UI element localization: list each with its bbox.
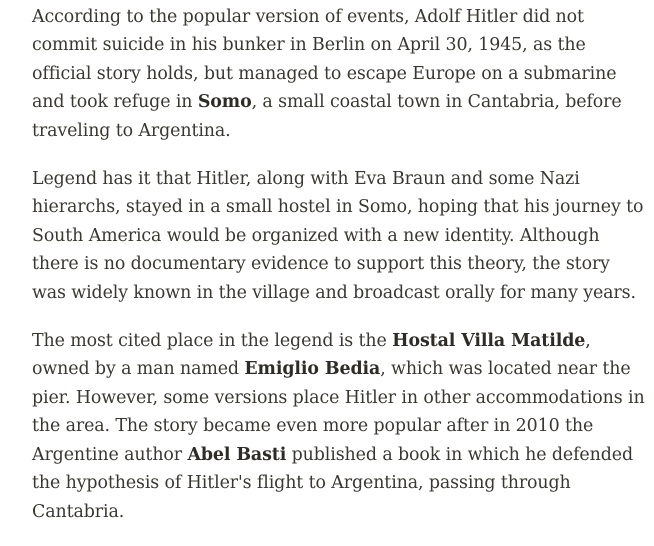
paragraph-villa-matilde	[32, 327, 648, 526]
place-name-somo: Somo	[197, 92, 252, 113]
paragraph-text: According to the popular version of events, Adolf Hitler did not commit suicide in his bunker in Berlin on April 30, 1945, as the official story holds, but managed to escape Europe on a submarine and took refuge in	[32, 7, 617, 113]
paragraph-text: The most cited place in the legend is the	[32, 331, 393, 352]
paragraph-legend-hostel	[32, 165, 648, 307]
person-name-abel-basti: Abel Basti	[187, 444, 287, 465]
paragraph-somo-refuge	[32, 3, 648, 145]
paragraph-text: , which was located near the pier. However, some versions place Hitler in other accommodations in the area. The story became even more popular after in 2010 the Argentine author	[32, 359, 645, 465]
paragraph-text: published a book in which he defended the hypothesis of Hitler's flight to Argentina, passing through Cantabria.	[32, 444, 633, 522]
place-name-hostal-villa-matilde: Hostal Villa Matilde	[392, 331, 586, 352]
person-name-emiglio-bedia: Emiglio Bedia	[244, 359, 381, 380]
paragraph-text: Legend has it that Hitler, along with Eva Braun and some Nazi hierarchs, stayed in a small hostel in Somo, hoping that his journey to South America would be organized with a new identity. Although there is no documentary evidence to support this theory, the story was widely known in the village and broadcast orally for many years.	[32, 169, 644, 303]
article-body	[32, 3, 648, 546]
paragraph-text: , owned by a man named	[32, 331, 591, 380]
paragraph-text: , a small coastal town in Cantabria, before traveling to Argentina.	[32, 92, 622, 141]
